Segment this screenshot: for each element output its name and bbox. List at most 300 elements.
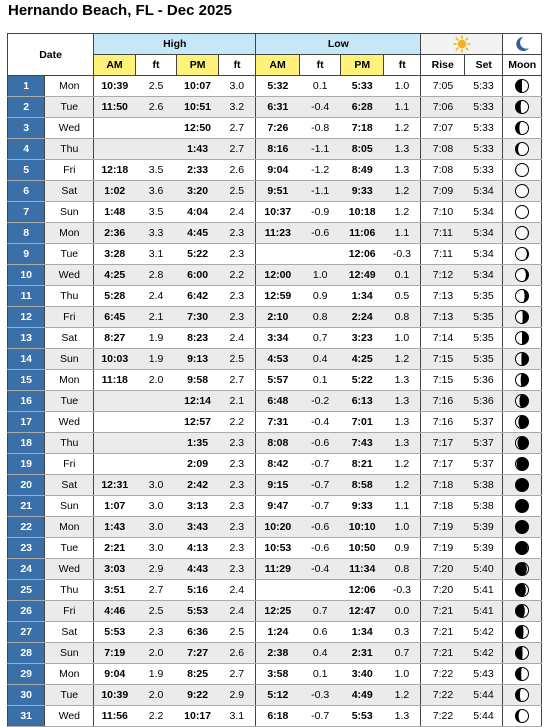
sunset-time: 5:39	[465, 538, 503, 559]
low-pm-height: 1.3	[384, 139, 421, 160]
sunrise-time: 7:09	[421, 181, 465, 202]
low-am-height: 0.7	[299, 601, 341, 622]
low-am-time: 9:47	[256, 496, 300, 517]
day-number: 22	[8, 517, 45, 538]
high-pm-time: 10:51	[177, 97, 219, 118]
moon-phase-cell	[503, 706, 542, 727]
day-number: 11	[8, 286, 45, 307]
table-row	[8, 685, 542, 706]
day-number: 17	[8, 412, 45, 433]
high-pm-time: 2:42	[177, 475, 219, 496]
low-pm-time: 11:06	[341, 223, 384, 244]
moon-phase-icon	[514, 99, 530, 115]
low-pm-height: 0.8	[384, 559, 421, 580]
low-pm-height: 1.2	[384, 349, 421, 370]
day-of-week: Fri	[45, 601, 94, 622]
high-pm-height: 2.7	[218, 118, 255, 139]
moon-phase-cell	[503, 181, 542, 202]
moon-phase-cell	[503, 412, 542, 433]
low-am-time: 7:26	[256, 118, 300, 139]
table-row	[8, 349, 542, 370]
moon-phase-cell	[503, 307, 542, 328]
low-pm-time: 8:21	[341, 454, 384, 475]
low-pm-height: 1.3	[384, 412, 421, 433]
moon-phase-cell	[503, 454, 542, 475]
moon-phase-icon	[514, 561, 530, 577]
sunset-time: 5:34	[465, 202, 503, 223]
high-am-time: 7:19	[94, 643, 136, 664]
high-am-ft-header: ft	[135, 55, 177, 76]
low-am-time: 5:57	[256, 370, 300, 391]
high-am-height: 3.1	[135, 244, 177, 265]
high-pm-height: 2.2	[218, 265, 255, 286]
moon-phase-cell	[503, 160, 542, 181]
day-of-week: Thu	[45, 433, 94, 454]
moon-phase-icon	[514, 183, 530, 199]
day-number: 26	[8, 601, 45, 622]
low-am-height: -0.4	[299, 559, 341, 580]
table-row	[8, 202, 542, 223]
sunset-time: 5:38	[465, 475, 503, 496]
day-number: 18	[8, 433, 45, 454]
day-number: 13	[8, 328, 45, 349]
sunset-time: 5:36	[465, 391, 503, 412]
low-am-height: -0.8	[299, 118, 341, 139]
table-row	[8, 433, 542, 454]
moon-phase-cell	[503, 139, 542, 160]
sunrise-time: 7:06	[421, 97, 465, 118]
high-am-height: 2.8	[135, 265, 177, 286]
day-number: 16	[8, 391, 45, 412]
low-am-height: -0.6	[299, 223, 341, 244]
moon-phase-icon	[514, 624, 530, 640]
moon-phase-cell	[503, 580, 542, 601]
moon-phase-cell	[503, 223, 542, 244]
sunrise-time: 7:17	[421, 454, 465, 475]
low-am-height: -0.3	[299, 685, 341, 706]
low-am-height: -0.6	[299, 517, 341, 538]
high-am-time: 1:07	[94, 496, 136, 517]
high-pm-time: 4:45	[177, 223, 219, 244]
high-pm-height: 2.3	[218, 433, 255, 454]
high-am-time: 10:39	[94, 685, 136, 706]
low-am-height: 0.4	[299, 643, 341, 664]
low-pm-time: 8:05	[341, 139, 384, 160]
high-am-height: 2.0	[135, 643, 177, 664]
day-number: 9	[8, 244, 45, 265]
day-of-week: Sun	[45, 202, 94, 223]
low-am-height: -0.7	[299, 475, 341, 496]
day-number: 29	[8, 664, 45, 685]
table-row	[8, 622, 542, 643]
high-pm-height: 2.7	[218, 139, 255, 160]
high-am-height: 2.0	[135, 370, 177, 391]
low-am-time: 2:10	[256, 307, 300, 328]
sunrise-time: 7:20	[421, 580, 465, 601]
high-pm-time: 4:13	[177, 538, 219, 559]
sunset-time: 5:33	[465, 118, 503, 139]
high-am-time	[94, 118, 136, 139]
day-of-week: Mon	[45, 517, 94, 538]
day-number: 8	[8, 223, 45, 244]
low-pm-height: 1.3	[384, 391, 421, 412]
day-number: 1	[8, 76, 45, 97]
high-pm-height: 2.3	[218, 538, 255, 559]
sunset-time: 5:37	[465, 454, 503, 475]
day-of-week: Tue	[45, 244, 94, 265]
low-am-time: 4:53	[256, 349, 300, 370]
high-am-time: 3:03	[94, 559, 136, 580]
sunset-time: 5:42	[465, 643, 503, 664]
high-pm-time: 7:27	[177, 643, 219, 664]
sunrise-header: Rise	[421, 55, 465, 76]
high-pm-time: 12:57	[177, 412, 219, 433]
low-pm-height: 1.3	[384, 433, 421, 454]
low-am-time: 10:37	[256, 202, 300, 223]
high-am-time: 6:45	[94, 307, 136, 328]
high-pm-height: 2.5	[218, 181, 255, 202]
low-am-time: 6:48	[256, 391, 300, 412]
moon-phase-cell	[503, 118, 542, 139]
high-am-time	[94, 433, 136, 454]
sun-icon	[452, 35, 472, 53]
high-am-height	[135, 391, 177, 412]
table-row	[8, 118, 542, 139]
low-am-height: -0.4	[299, 97, 341, 118]
low-am-time: 10:20	[256, 517, 300, 538]
low-am-time: 8:42	[256, 454, 300, 475]
day-of-week: Thu	[45, 580, 94, 601]
low-am-time: 6:31	[256, 97, 300, 118]
low-pm-height: 1.3	[384, 160, 421, 181]
moon-phase-cell	[503, 559, 542, 580]
table-row	[8, 412, 542, 433]
high-am-height	[135, 433, 177, 454]
day-number: 25	[8, 580, 45, 601]
low-am-time: 8:16	[256, 139, 300, 160]
moon-phase-cell	[503, 475, 542, 496]
low-pm-height: 1.1	[384, 223, 421, 244]
low-pm-time: 7:18	[341, 118, 384, 139]
moon-phase-icon	[514, 687, 530, 703]
moon-phase-icon	[514, 435, 530, 451]
high-pm-height: 2.3	[218, 517, 255, 538]
low-pm-height: 0.1	[384, 265, 421, 286]
low-am-height: 0.7	[299, 328, 341, 349]
low-am-height: 0.8	[299, 307, 341, 328]
low-am-time: 8:08	[256, 433, 300, 454]
moon-phase-cell	[503, 244, 542, 265]
day-of-week: Tue	[45, 97, 94, 118]
high-am-time	[94, 391, 136, 412]
high-am-time: 4:25	[94, 265, 136, 286]
sunrise-time: 7:05	[421, 76, 465, 97]
high-am-time: 8:27	[94, 328, 136, 349]
moon-phase-icon	[514, 708, 530, 724]
sunset-time: 5:38	[465, 496, 503, 517]
sunrise-time: 7:08	[421, 139, 465, 160]
moon-phase-icon	[514, 603, 530, 619]
low-pm-time: 8:49	[341, 160, 384, 181]
low-pm-height: 0.8	[384, 307, 421, 328]
moon-phase-cell	[503, 349, 542, 370]
low-am-time: 9:51	[256, 181, 300, 202]
low-am-height: -0.7	[299, 706, 341, 727]
table-row	[8, 181, 542, 202]
low-pm-time: 2:31	[341, 643, 384, 664]
high-pm-height: 2.4	[218, 328, 255, 349]
sunrise-time: 7:21	[421, 601, 465, 622]
high-pm-height: 2.7	[218, 664, 255, 685]
high-pm-time: 8:23	[177, 328, 219, 349]
low-am-height: 0.1	[299, 370, 341, 391]
moon-phase-icon	[514, 309, 530, 325]
low-pm-time: 12:06	[341, 244, 384, 265]
day-number: 2	[8, 97, 45, 118]
low-am-header: AM	[256, 55, 300, 76]
day-number: 20	[8, 475, 45, 496]
high-pm-height: 3.2	[218, 97, 255, 118]
moon-phase-cell	[503, 643, 542, 664]
sunrise-time: 7:22	[421, 706, 465, 727]
day-number: 5	[8, 160, 45, 181]
high-pm-height: 2.4	[218, 202, 255, 223]
sun-header	[421, 34, 503, 55]
high-pm-time: 7:30	[177, 307, 219, 328]
moon-phase-icon	[514, 141, 530, 157]
low-am-height: -0.7	[299, 454, 341, 475]
moon-phase-icon	[514, 393, 530, 409]
high-pm-height: 3.0	[218, 76, 255, 97]
sunrise-time: 7:20	[421, 559, 465, 580]
sunrise-time: 7:16	[421, 412, 465, 433]
high-am-time: 11:18	[94, 370, 136, 391]
day-of-week: Fri	[45, 454, 94, 475]
high-am-time: 1:48	[94, 202, 136, 223]
high-am-height: 3.0	[135, 517, 177, 538]
low-pm-time: 7:43	[341, 433, 384, 454]
moon-phase-cell	[503, 328, 542, 349]
low-pm-height: 1.0	[384, 76, 421, 97]
tide-table	[7, 33, 542, 727]
low-am-height	[299, 244, 341, 265]
high-pm-time: 5:16	[177, 580, 219, 601]
sunset-time: 5:33	[465, 160, 503, 181]
high-am-time: 12:31	[94, 475, 136, 496]
moon-phase-icon	[514, 372, 530, 388]
high-pm-time: 9:22	[177, 685, 219, 706]
high-am-time: 3:51	[94, 580, 136, 601]
high-am-time: 4:46	[94, 601, 136, 622]
moon-phase-cell	[503, 664, 542, 685]
low-pm-time: 9:33	[341, 181, 384, 202]
sunset-time: 5:44	[465, 706, 503, 727]
low-pm-height: 1.0	[384, 517, 421, 538]
high-am-height: 2.3	[135, 622, 177, 643]
low-pm-height: 1.1	[384, 496, 421, 517]
day-of-week: Thu	[45, 139, 94, 160]
moon-phase-icon	[514, 666, 530, 682]
low-pm-time: 3:40	[341, 664, 384, 685]
sunrise-time: 7:19	[421, 538, 465, 559]
moon-phase-icon	[514, 645, 530, 661]
moon-phase-cell	[503, 265, 542, 286]
low-pm-height: 1.2	[384, 181, 421, 202]
sunrise-time: 7:19	[421, 517, 465, 538]
table-row	[8, 706, 542, 727]
day-of-week: Tue	[45, 538, 94, 559]
sunset-time: 5:33	[465, 139, 503, 160]
low-pm-ft-header: ft	[384, 55, 421, 76]
low-pm-time: 10:10	[341, 517, 384, 538]
low-am-height: -1.1	[299, 139, 341, 160]
day-of-week: Wed	[45, 559, 94, 580]
day-number: 10	[8, 265, 45, 286]
high-pm-height: 2.7	[218, 370, 255, 391]
high-am-height: 2.4	[135, 286, 177, 307]
moon-phase-cell	[503, 391, 542, 412]
low-pm-time: 12:47	[341, 601, 384, 622]
table-row	[8, 391, 542, 412]
day-number: 31	[8, 706, 45, 727]
high-am-height	[135, 412, 177, 433]
day-of-week: Sat	[45, 622, 94, 643]
high-am-time: 10:39	[94, 76, 136, 97]
tide-rows	[8, 76, 542, 727]
day-of-week: Sun	[45, 643, 94, 664]
low-am-height: -0.7	[299, 496, 341, 517]
day-of-week: Wed	[45, 412, 94, 433]
low-am-height: 0.1	[299, 664, 341, 685]
moon-phase-icon	[514, 477, 530, 493]
high-pm-time: 1:43	[177, 139, 219, 160]
table-row	[8, 454, 542, 475]
high-pm-height: 2.3	[218, 223, 255, 244]
moon-phase-cell	[503, 622, 542, 643]
sunrise-time: 7:13	[421, 307, 465, 328]
low-am-time: 7:31	[256, 412, 300, 433]
moon-phase-icon	[514, 120, 530, 136]
table-row	[8, 517, 542, 538]
day-number: 14	[8, 349, 45, 370]
table-row	[8, 265, 542, 286]
high-pm-time: 2:33	[177, 160, 219, 181]
day-number: 28	[8, 643, 45, 664]
table-row	[8, 223, 542, 244]
low-pm-height: 1.2	[384, 202, 421, 223]
high-pm-height: 2.3	[218, 496, 255, 517]
high-pm-height: 2.5	[218, 349, 255, 370]
sunrise-time: 7:14	[421, 328, 465, 349]
day-of-week: Mon	[45, 223, 94, 244]
high-am-height	[135, 454, 177, 475]
low-am-time: 12:25	[256, 601, 300, 622]
sunrise-time: 7:08	[421, 160, 465, 181]
sunset-header: Set	[465, 55, 503, 76]
moon-phase-icon	[514, 414, 530, 430]
day-of-week: Sat	[45, 475, 94, 496]
high-header: High	[94, 34, 256, 55]
high-pm-time: 4:43	[177, 559, 219, 580]
low-am-height: 0.9	[299, 286, 341, 307]
moon-phase-cell	[503, 433, 542, 454]
moon-phase-icon	[514, 582, 530, 598]
low-am-height: -0.2	[299, 391, 341, 412]
day-of-week: Sun	[45, 349, 94, 370]
table-row	[8, 643, 542, 664]
low-am-time	[256, 244, 300, 265]
low-pm-time: 12:06	[341, 580, 384, 601]
high-pm-time: 3:43	[177, 517, 219, 538]
high-pm-height: 2.3	[218, 286, 255, 307]
low-pm-height: 1.2	[384, 454, 421, 475]
sunset-time: 5:34	[465, 181, 503, 202]
low-am-time: 2:38	[256, 643, 300, 664]
low-pm-time: 4:25	[341, 349, 384, 370]
sunrise-time: 7:21	[421, 622, 465, 643]
table-row	[8, 475, 542, 496]
high-pm-height: 2.1	[218, 391, 255, 412]
table-row	[8, 664, 542, 685]
day-number: 4	[8, 139, 45, 160]
day-number: 3	[8, 118, 45, 139]
sunset-time: 5:33	[465, 76, 503, 97]
moon-phase-cell	[503, 685, 542, 706]
low-am-height: 0.6	[299, 622, 341, 643]
high-am-height: 2.5	[135, 601, 177, 622]
sunrise-time: 7:15	[421, 370, 465, 391]
low-pm-time: 7:01	[341, 412, 384, 433]
high-am-time: 5:53	[94, 622, 136, 643]
high-am-height: 3.0	[135, 496, 177, 517]
table-row	[8, 580, 542, 601]
sunset-time: 5:35	[465, 307, 503, 328]
high-pm-time: 6:00	[177, 265, 219, 286]
high-pm-height: 2.6	[218, 160, 255, 181]
sunset-time: 5:35	[465, 349, 503, 370]
day-number: 23	[8, 538, 45, 559]
low-am-height: -1.1	[299, 181, 341, 202]
high-pm-time: 9:58	[177, 370, 219, 391]
high-am-header: AM	[94, 55, 136, 76]
day-number: 30	[8, 685, 45, 706]
low-pm-height: -0.3	[384, 580, 421, 601]
sunset-time: 5:41	[465, 601, 503, 622]
high-am-height: 1.9	[135, 328, 177, 349]
low-am-height: -0.4	[299, 412, 341, 433]
day-number: 19	[8, 454, 45, 475]
low-pm-height: 0.5	[384, 286, 421, 307]
high-pm-time: 10:17	[177, 706, 219, 727]
day-of-week: Thu	[45, 286, 94, 307]
sunset-time: 5:33	[465, 97, 503, 118]
moon-phase-icon	[514, 204, 530, 220]
moon-phase-icon	[514, 456, 530, 472]
low-am-time: 11:29	[256, 559, 300, 580]
sunrise-time: 7:07	[421, 118, 465, 139]
table-row	[8, 496, 542, 517]
high-am-time	[94, 454, 136, 475]
low-pm-time: 12:49	[341, 265, 384, 286]
table-row	[8, 244, 542, 265]
sunrise-time: 7:22	[421, 685, 465, 706]
sunrise-time: 7:10	[421, 202, 465, 223]
low-pm-time: 1:34	[341, 622, 384, 643]
low-am-height: -0.9	[299, 202, 341, 223]
high-pm-time: 5:22	[177, 244, 219, 265]
moon-phase-cell	[503, 97, 542, 118]
sunset-time: 5:35	[465, 286, 503, 307]
